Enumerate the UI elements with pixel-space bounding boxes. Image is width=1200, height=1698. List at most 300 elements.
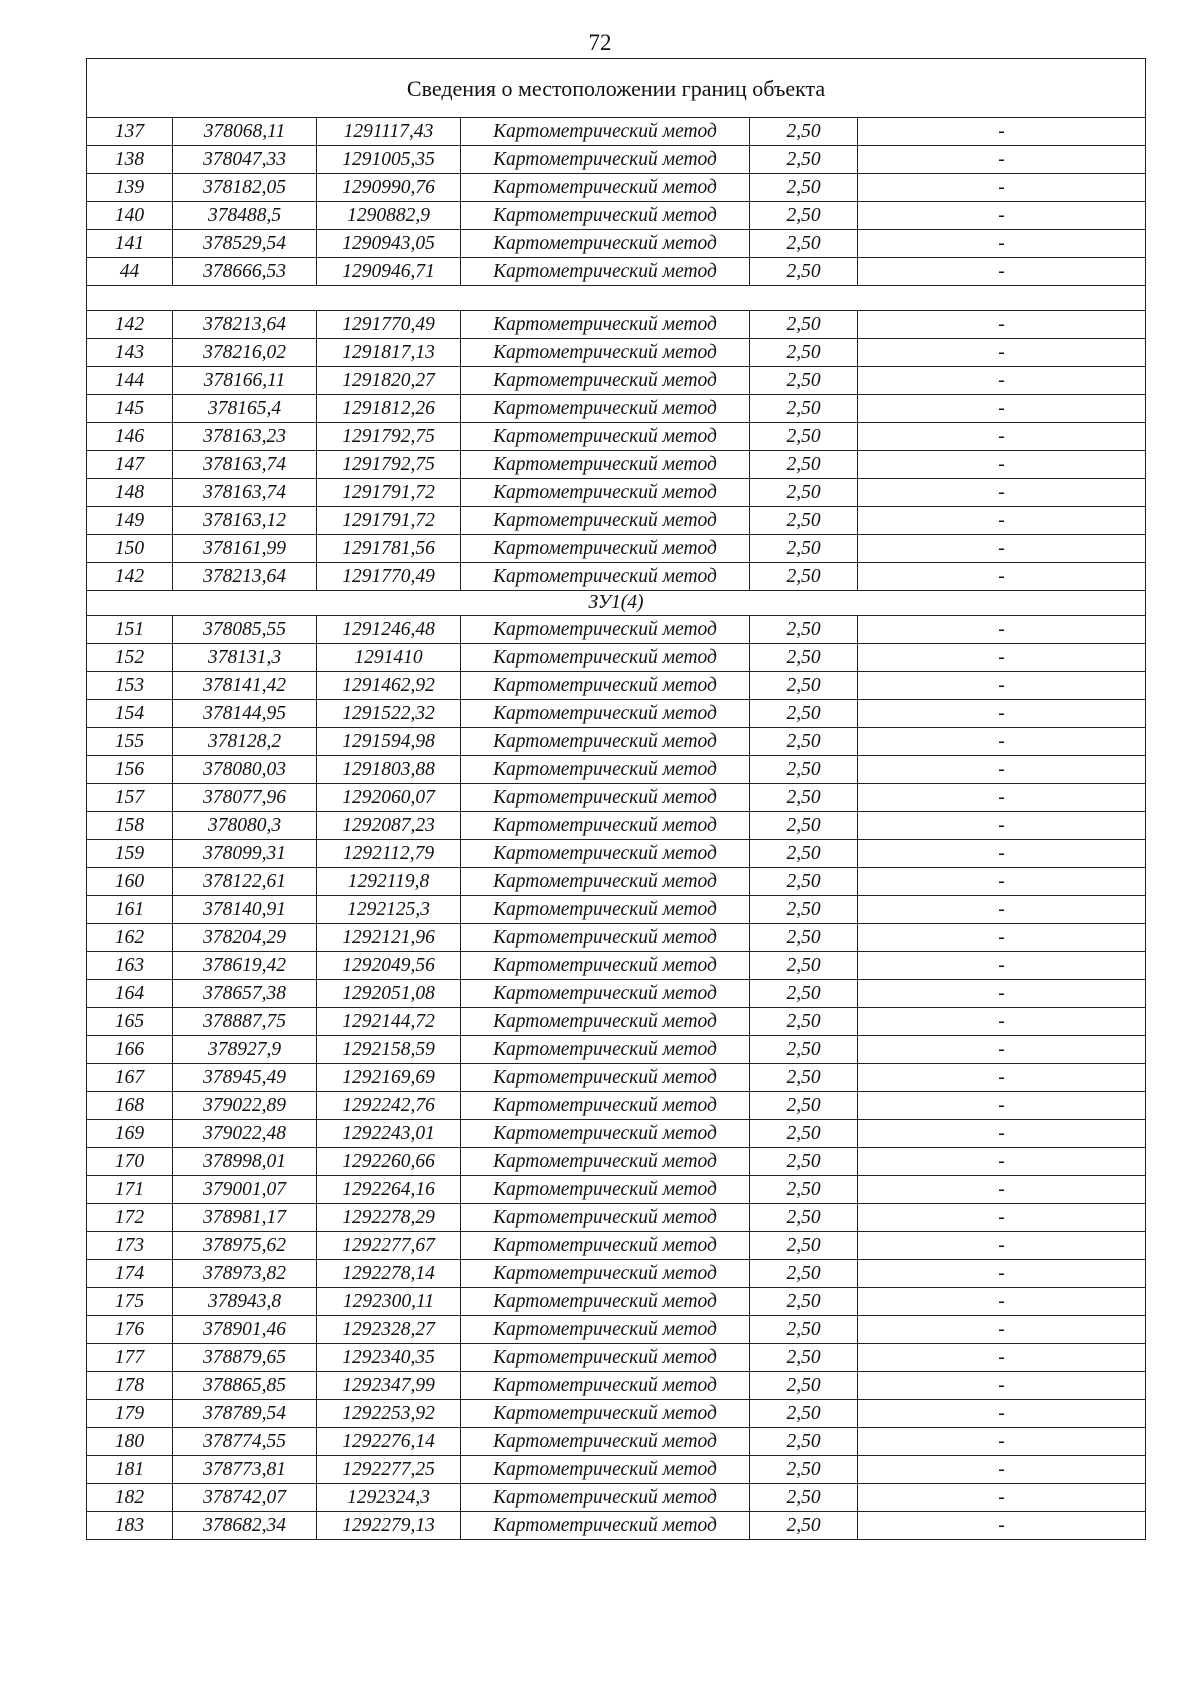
accuracy-cell: 2,50 — [750, 146, 858, 174]
table-row — [87, 1120, 1146, 1148]
accuracy-cell: 2,50 — [750, 812, 858, 840]
table-row — [87, 1456, 1146, 1484]
accuracy-cell: 2,50 — [750, 367, 858, 395]
description-cell: - — [858, 1036, 1146, 1064]
description-cell: - — [858, 1204, 1146, 1232]
description-cell: - — [858, 980, 1146, 1008]
x-coordinate-cell: 378077,96 — [173, 784, 317, 812]
description-cell: - — [858, 423, 1146, 451]
description-cell: - — [858, 507, 1146, 535]
table-row — [87, 339, 1146, 367]
x-coordinate-cell: 378865,85 — [173, 1372, 317, 1400]
point-number-cell: 163 — [87, 952, 173, 980]
description-cell: - — [858, 952, 1146, 980]
method-cell: Картометрический метод — [461, 479, 750, 507]
description-cell: - — [858, 258, 1146, 286]
table-row — [87, 896, 1146, 924]
accuracy-cell: 2,50 — [750, 1008, 858, 1036]
method-cell: Картометрический метод — [461, 451, 750, 479]
method-cell: Картометрический метод — [461, 258, 750, 286]
point-number-cell: 138 — [87, 146, 173, 174]
accuracy-cell: 2,50 — [750, 1148, 858, 1176]
point-number-cell: 137 — [87, 118, 173, 146]
accuracy-cell: 2,50 — [750, 174, 858, 202]
y-coordinate-cell: 1290990,76 — [317, 174, 461, 202]
accuracy-cell: 2,50 — [750, 1512, 858, 1540]
x-coordinate-cell: 378927,9 — [173, 1036, 317, 1064]
y-coordinate-cell: 1291462,92 — [317, 672, 461, 700]
point-number-cell: 156 — [87, 756, 173, 784]
description-cell: - — [858, 1484, 1146, 1512]
y-coordinate-cell: 1292278,14 — [317, 1260, 461, 1288]
accuracy-cell: 2,50 — [750, 1400, 858, 1428]
method-cell: Картометрический метод — [461, 756, 750, 784]
y-coordinate-cell: 1290943,05 — [317, 230, 461, 258]
description-cell: - — [858, 1512, 1146, 1540]
x-coordinate-cell: 378657,38 — [173, 980, 317, 1008]
table-row — [87, 230, 1146, 258]
table-row — [87, 728, 1146, 756]
description-cell: - — [858, 1092, 1146, 1120]
table-row — [87, 535, 1146, 563]
point-number-cell: 149 — [87, 507, 173, 535]
point-number-cell: 176 — [87, 1316, 173, 1344]
separator-cell — [87, 286, 1146, 311]
accuracy-cell: 2,50 — [750, 1428, 858, 1456]
description-cell: - — [858, 451, 1146, 479]
x-coordinate-cell: 378163,23 — [173, 423, 317, 451]
y-coordinate-cell: 1291792,75 — [317, 423, 461, 451]
point-number-cell: 152 — [87, 644, 173, 672]
point-number-cell: 169 — [87, 1120, 173, 1148]
y-coordinate-cell: 1291812,26 — [317, 395, 461, 423]
table-row — [87, 980, 1146, 1008]
description-cell: - — [858, 1260, 1146, 1288]
accuracy-cell: 2,50 — [750, 1036, 858, 1064]
point-number-cell: 142 — [87, 311, 173, 339]
point-number-cell: 141 — [87, 230, 173, 258]
method-cell: Картометрический метод — [461, 952, 750, 980]
method-cell: Картометрический метод — [461, 868, 750, 896]
accuracy-cell: 2,50 — [750, 672, 858, 700]
table-row — [87, 616, 1146, 644]
point-number-cell: 44 — [87, 258, 173, 286]
method-cell: Картометрический метод — [461, 1260, 750, 1288]
section-header-row — [87, 591, 1146, 616]
table-title-row — [87, 59, 1146, 118]
y-coordinate-cell: 1291770,49 — [317, 563, 461, 591]
y-coordinate-cell: 1292242,76 — [317, 1092, 461, 1120]
point-number-cell: 167 — [87, 1064, 173, 1092]
x-coordinate-cell: 378998,01 — [173, 1148, 317, 1176]
x-coordinate-cell: 379022,89 — [173, 1092, 317, 1120]
x-coordinate-cell: 378163,74 — [173, 451, 317, 479]
y-coordinate-cell: 1291410 — [317, 644, 461, 672]
method-cell: Картометрический метод — [461, 1484, 750, 1512]
point-number-cell: 153 — [87, 672, 173, 700]
accuracy-cell: 2,50 — [750, 784, 858, 812]
description-cell: - — [858, 1316, 1146, 1344]
x-coordinate-cell: 378789,54 — [173, 1400, 317, 1428]
method-cell: Картометрический метод — [461, 367, 750, 395]
accuracy-cell: 2,50 — [750, 1260, 858, 1288]
description-cell: - — [858, 1064, 1146, 1092]
method-cell: Картометрический метод — [461, 1344, 750, 1372]
y-coordinate-cell: 1292144,72 — [317, 1008, 461, 1036]
y-coordinate-cell: 1291246,48 — [317, 616, 461, 644]
y-coordinate-cell: 1292121,96 — [317, 924, 461, 952]
description-cell: - — [858, 395, 1146, 423]
x-coordinate-cell: 378945,49 — [173, 1064, 317, 1092]
y-coordinate-cell: 1291594,98 — [317, 728, 461, 756]
point-number-cell: 157 — [87, 784, 173, 812]
accuracy-cell: 2,50 — [750, 980, 858, 1008]
y-coordinate-cell: 1290946,71 — [317, 258, 461, 286]
x-coordinate-cell: 378529,54 — [173, 230, 317, 258]
x-coordinate-cell: 378182,05 — [173, 174, 317, 202]
table-row — [87, 672, 1146, 700]
description-cell: - — [858, 784, 1146, 812]
table-row — [87, 1036, 1146, 1064]
y-coordinate-cell: 1292260,66 — [317, 1148, 461, 1176]
method-cell: Картометрический метод — [461, 1316, 750, 1344]
description-cell: - — [858, 812, 1146, 840]
y-coordinate-cell: 1291117,43 — [317, 118, 461, 146]
table-row — [87, 1148, 1146, 1176]
y-coordinate-cell: 1291005,35 — [317, 146, 461, 174]
accuracy-cell: 2,50 — [750, 924, 858, 952]
x-coordinate-cell: 378068,11 — [173, 118, 317, 146]
method-cell: Картометрический метод — [461, 924, 750, 952]
description-cell: - — [858, 1148, 1146, 1176]
accuracy-cell: 2,50 — [750, 1120, 858, 1148]
description-cell: - — [858, 339, 1146, 367]
y-coordinate-cell: 1292125,3 — [317, 896, 461, 924]
method-cell: Картометрический метод — [461, 1036, 750, 1064]
method-cell: Картометрический метод — [461, 1148, 750, 1176]
x-coordinate-cell: 378213,64 — [173, 563, 317, 591]
table-title: Сведения о местоположении границ объекта — [87, 59, 1146, 118]
x-coordinate-cell: 378666,53 — [173, 258, 317, 286]
method-cell: Картометрический метод — [461, 980, 750, 1008]
point-number-cell: 174 — [87, 1260, 173, 1288]
y-coordinate-cell: 1292060,07 — [317, 784, 461, 812]
table-row — [87, 700, 1146, 728]
x-coordinate-cell: 378085,55 — [173, 616, 317, 644]
description-cell: - — [858, 644, 1146, 672]
point-number-cell: 168 — [87, 1092, 173, 1120]
accuracy-cell: 2,50 — [750, 756, 858, 784]
method-cell: Картометрический метод — [461, 339, 750, 367]
table-row — [87, 1204, 1146, 1232]
x-coordinate-cell: 378163,74 — [173, 479, 317, 507]
table-row — [87, 812, 1146, 840]
table-row — [87, 1484, 1146, 1512]
description-cell: - — [858, 700, 1146, 728]
method-cell: Картометрический метод — [461, 118, 750, 146]
y-coordinate-cell: 1292279,13 — [317, 1512, 461, 1540]
point-number-cell: 173 — [87, 1232, 173, 1260]
x-coordinate-cell: 378099,31 — [173, 840, 317, 868]
page-number: 72 — [588, 30, 612, 55]
table-row — [87, 1428, 1146, 1456]
table-row — [87, 868, 1146, 896]
description-cell: - — [858, 535, 1146, 563]
method-cell: Картометрический метод — [461, 616, 750, 644]
accuracy-cell: 2,50 — [750, 202, 858, 230]
y-coordinate-cell: 1291792,75 — [317, 451, 461, 479]
y-coordinate-cell: 1292347,99 — [317, 1372, 461, 1400]
description-cell: - — [858, 728, 1146, 756]
point-number-cell: 175 — [87, 1288, 173, 1316]
method-cell: Картометрический метод — [461, 896, 750, 924]
point-number-cell: 182 — [87, 1484, 173, 1512]
point-number-cell: 177 — [87, 1344, 173, 1372]
description-cell: - — [858, 1400, 1146, 1428]
description-cell: - — [858, 924, 1146, 952]
y-coordinate-cell: 1291770,49 — [317, 311, 461, 339]
method-cell: Картометрический метод — [461, 230, 750, 258]
accuracy-cell: 2,50 — [750, 1288, 858, 1316]
method-cell: Картометрический метод — [461, 1204, 750, 1232]
point-number-cell: 172 — [87, 1204, 173, 1232]
x-coordinate-cell: 378144,95 — [173, 700, 317, 728]
description-cell: - — [858, 202, 1146, 230]
method-cell: Картометрический метод — [461, 1428, 750, 1456]
table-row — [87, 644, 1146, 672]
description-cell: - — [858, 311, 1146, 339]
x-coordinate-cell: 378619,42 — [173, 952, 317, 980]
y-coordinate-cell: 1292277,25 — [317, 1456, 461, 1484]
y-coordinate-cell: 1291817,13 — [317, 339, 461, 367]
accuracy-cell: 2,50 — [750, 868, 858, 896]
point-number-cell: 158 — [87, 812, 173, 840]
x-coordinate-cell: 378981,17 — [173, 1204, 317, 1232]
x-coordinate-cell: 378943,8 — [173, 1288, 317, 1316]
y-coordinate-cell: 1292051,08 — [317, 980, 461, 1008]
table-row — [87, 1372, 1146, 1400]
x-coordinate-cell: 378773,81 — [173, 1456, 317, 1484]
accuracy-cell: 2,50 — [750, 840, 858, 868]
method-cell: Картометрический метод — [461, 1400, 750, 1428]
accuracy-cell: 2,50 — [750, 1232, 858, 1260]
y-coordinate-cell: 1292158,59 — [317, 1036, 461, 1064]
accuracy-cell: 2,50 — [750, 1064, 858, 1092]
x-coordinate-cell: 378140,91 — [173, 896, 317, 924]
x-coordinate-cell: 378488,5 — [173, 202, 317, 230]
x-coordinate-cell: 378161,99 — [173, 535, 317, 563]
x-coordinate-cell: 378165,4 — [173, 395, 317, 423]
y-coordinate-cell: 1291803,88 — [317, 756, 461, 784]
table-row — [87, 1316, 1146, 1344]
description-cell: - — [858, 1008, 1146, 1036]
table-row — [87, 1288, 1146, 1316]
table-row — [87, 174, 1146, 202]
table-row — [87, 423, 1146, 451]
method-cell: Картометрический метод — [461, 1120, 750, 1148]
description-cell: - — [858, 1428, 1146, 1456]
description-cell: - — [858, 616, 1146, 644]
accuracy-cell: 2,50 — [750, 118, 858, 146]
point-number-cell: 181 — [87, 1456, 173, 1484]
method-cell: Картометрический метод — [461, 174, 750, 202]
x-coordinate-cell: 378128,2 — [173, 728, 317, 756]
description-cell: - — [858, 174, 1146, 202]
x-coordinate-cell: 378131,3 — [173, 644, 317, 672]
point-number-cell: 159 — [87, 840, 173, 868]
x-coordinate-cell: 378216,02 — [173, 339, 317, 367]
method-cell: Картометрический метод — [461, 700, 750, 728]
x-coordinate-cell: 378682,34 — [173, 1512, 317, 1540]
point-number-cell: 166 — [87, 1036, 173, 1064]
method-cell: Картометрический метод — [461, 840, 750, 868]
description-cell: - — [858, 1344, 1146, 1372]
description-cell: - — [858, 672, 1146, 700]
table-row — [87, 1176, 1146, 1204]
x-coordinate-cell: 378901,46 — [173, 1316, 317, 1344]
method-cell: Картометрический метод — [461, 1092, 750, 1120]
description-cell: - — [858, 230, 1146, 258]
method-cell: Картометрический метод — [461, 1512, 750, 1540]
description-cell: - — [858, 1372, 1146, 1400]
method-cell: Картометрический метод — [461, 644, 750, 672]
method-cell: Картометрический метод — [461, 672, 750, 700]
y-coordinate-cell: 1291522,32 — [317, 700, 461, 728]
method-cell: Картометрический метод — [461, 311, 750, 339]
description-cell: - — [858, 1456, 1146, 1484]
method-cell: Картометрический метод — [461, 1372, 750, 1400]
accuracy-cell: 2,50 — [750, 1092, 858, 1120]
point-number-cell: 155 — [87, 728, 173, 756]
method-cell: Картометрический метод — [461, 563, 750, 591]
method-cell: Картометрический метод — [461, 146, 750, 174]
accuracy-cell: 2,50 — [750, 1204, 858, 1232]
method-cell: Картометрический метод — [461, 728, 750, 756]
description-cell: - — [858, 563, 1146, 591]
point-number-cell: 179 — [87, 1400, 173, 1428]
y-coordinate-cell: 1292328,27 — [317, 1316, 461, 1344]
accuracy-cell: 2,50 — [750, 395, 858, 423]
accuracy-cell: 2,50 — [750, 230, 858, 258]
table-row — [87, 1260, 1146, 1288]
table-row — [87, 840, 1146, 868]
description-cell: - — [858, 1176, 1146, 1204]
accuracy-cell: 2,50 — [750, 1372, 858, 1400]
table-row — [87, 202, 1146, 230]
description-cell: - — [858, 896, 1146, 924]
x-coordinate-cell: 379001,07 — [173, 1176, 317, 1204]
table-row — [87, 451, 1146, 479]
x-coordinate-cell: 378166,11 — [173, 367, 317, 395]
y-coordinate-cell: 1292087,23 — [317, 812, 461, 840]
point-number-cell: 148 — [87, 479, 173, 507]
accuracy-cell: 2,50 — [750, 507, 858, 535]
accuracy-cell: 2,50 — [750, 535, 858, 563]
method-cell: Картометрический метод — [461, 1456, 750, 1484]
point-number-cell: 139 — [87, 174, 173, 202]
x-coordinate-cell: 378973,82 — [173, 1260, 317, 1288]
y-coordinate-cell: 1292264,16 — [317, 1176, 461, 1204]
method-cell: Картометрический метод — [461, 395, 750, 423]
x-coordinate-cell: 378879,65 — [173, 1344, 317, 1372]
x-coordinate-cell: 378080,3 — [173, 812, 317, 840]
point-number-cell: 171 — [87, 1176, 173, 1204]
description-cell: - — [858, 840, 1146, 868]
y-coordinate-cell: 1291820,27 — [317, 367, 461, 395]
point-number-cell: 150 — [87, 535, 173, 563]
x-coordinate-cell: 378975,62 — [173, 1232, 317, 1260]
description-cell: - — [858, 1232, 1146, 1260]
y-coordinate-cell: 1291791,72 — [317, 507, 461, 535]
method-cell: Картометрический метод — [461, 507, 750, 535]
y-coordinate-cell: 1292278,29 — [317, 1204, 461, 1232]
point-number-cell: 178 — [87, 1372, 173, 1400]
point-number-cell: 165 — [87, 1008, 173, 1036]
y-coordinate-cell: 1292253,92 — [317, 1400, 461, 1428]
y-coordinate-cell: 1292277,67 — [317, 1232, 461, 1260]
section-label: ЗУ1(4) — [87, 591, 1146, 616]
x-coordinate-cell: 378213,64 — [173, 311, 317, 339]
table-row — [87, 1344, 1146, 1372]
accuracy-cell: 2,50 — [750, 563, 858, 591]
accuracy-cell: 2,50 — [750, 479, 858, 507]
accuracy-cell: 2,50 — [750, 1456, 858, 1484]
accuracy-cell: 2,50 — [750, 700, 858, 728]
y-coordinate-cell: 1292324,3 — [317, 1484, 461, 1512]
point-number-cell: 145 — [87, 395, 173, 423]
x-coordinate-cell: 378742,07 — [173, 1484, 317, 1512]
boundary-coordinates-table — [86, 58, 1146, 1540]
x-coordinate-cell: 378163,12 — [173, 507, 317, 535]
accuracy-cell: 2,50 — [750, 1344, 858, 1372]
table-row — [87, 1512, 1146, 1540]
accuracy-cell: 2,50 — [750, 952, 858, 980]
method-cell: Картометрический метод — [461, 1064, 750, 1092]
table-row — [87, 563, 1146, 591]
accuracy-cell: 2,50 — [750, 644, 858, 672]
y-coordinate-cell: 1291781,56 — [317, 535, 461, 563]
y-coordinate-cell: 1292049,56 — [317, 952, 461, 980]
method-cell: Картометрический метод — [461, 784, 750, 812]
point-number-cell: 140 — [87, 202, 173, 230]
blank-separator-row — [87, 286, 1146, 311]
x-coordinate-cell: 378047,33 — [173, 146, 317, 174]
accuracy-cell: 2,50 — [750, 616, 858, 644]
point-number-cell: 151 — [87, 616, 173, 644]
method-cell: Картометрический метод — [461, 812, 750, 840]
point-number-cell: 154 — [87, 700, 173, 728]
table-row — [87, 784, 1146, 812]
table-row — [87, 118, 1146, 146]
point-number-cell: 160 — [87, 868, 173, 896]
table-row — [87, 311, 1146, 339]
x-coordinate-cell: 378141,42 — [173, 672, 317, 700]
y-coordinate-cell: 1292112,79 — [317, 840, 461, 868]
table-row — [87, 367, 1146, 395]
x-coordinate-cell: 378080,03 — [173, 756, 317, 784]
table-row — [87, 258, 1146, 286]
table-row — [87, 1400, 1146, 1428]
y-coordinate-cell: 1292243,01 — [317, 1120, 461, 1148]
method-cell: Картометрический метод — [461, 423, 750, 451]
description-cell: - — [858, 868, 1146, 896]
accuracy-cell: 2,50 — [750, 728, 858, 756]
point-number-cell: 180 — [87, 1428, 173, 1456]
table-row — [87, 1092, 1146, 1120]
x-coordinate-cell: 378204,29 — [173, 924, 317, 952]
table-row — [87, 924, 1146, 952]
method-cell: Картометрический метод — [461, 202, 750, 230]
